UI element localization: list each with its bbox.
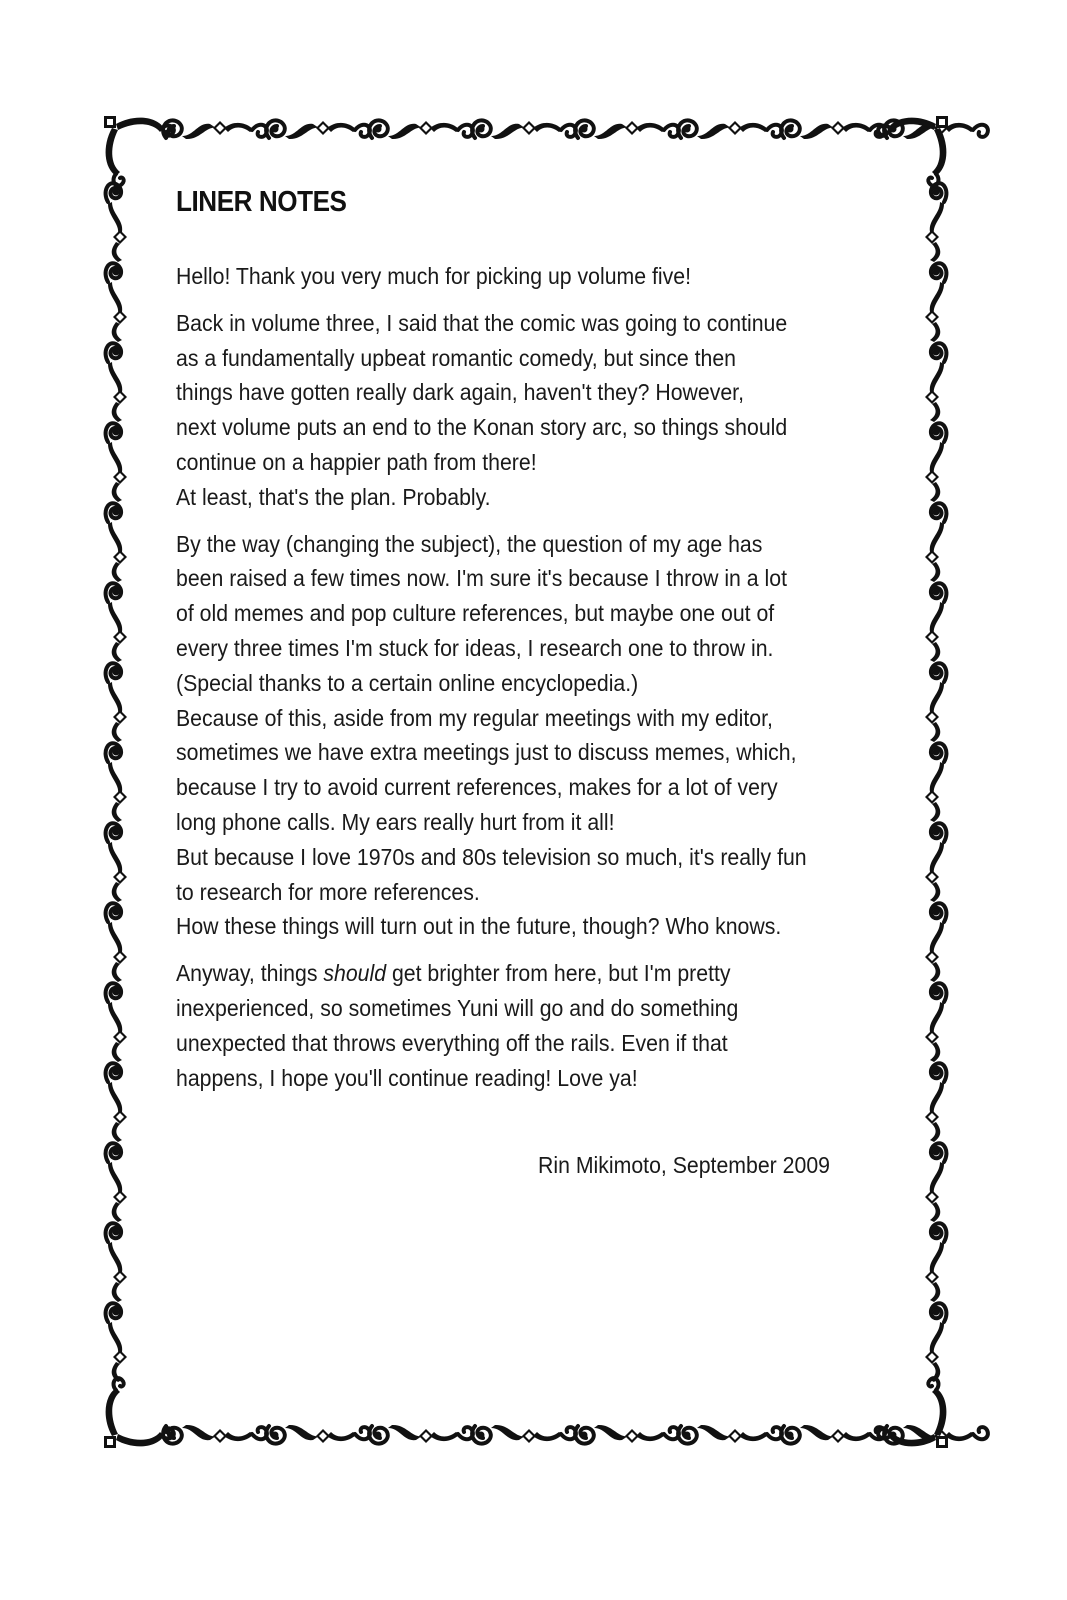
text-line: (Special thanks to a certain online encyclopedia.) [176, 669, 639, 696]
text-line: been raised a few times now. I'm sure it's because I throw in a lot [176, 565, 788, 592]
top-border [163, 120, 988, 139]
border-motif [925, 423, 946, 502]
text-line: to research for more references. [176, 878, 480, 905]
text-line: sometimes we have extra meetings just to discuss memes, which, [176, 739, 797, 766]
border-motif [106, 823, 127, 902]
border-motif [106, 983, 127, 1062]
paragraph-4 [176, 956, 900, 1095]
text-line: continue on a happier path from there! [176, 448, 537, 475]
page-title: LINER NOTES [176, 186, 347, 218]
border-motif [106, 903, 127, 982]
corner-top-right [878, 116, 948, 186]
border-motif [369, 120, 473, 139]
emphasized-word: should [323, 960, 387, 987]
border-motif [925, 903, 946, 982]
text-line: Hello! Thank you very much for picking up volume five! [176, 263, 692, 289]
border-motif [472, 1425, 576, 1444]
border-motif [106, 183, 127, 262]
border-motif [925, 263, 946, 342]
corner-top-left [104, 116, 174, 186]
border-motif [925, 583, 946, 662]
text-fragment: get brighter from here, but I'm pretty [386, 960, 731, 987]
border-motif [106, 663, 127, 742]
border-motif [925, 1143, 946, 1222]
border-motif [781, 1425, 885, 1444]
text-line: inexperienced, so sometimes Yuni will go and do something [176, 994, 739, 1021]
text-line: of old memes and pop culture references, but maybe one out of [176, 600, 775, 627]
border-motif [106, 1143, 127, 1222]
border-motif [106, 743, 127, 822]
border-motif [472, 120, 576, 139]
text-line: At least, that's the plan. Probably. [176, 483, 491, 510]
border-motif [925, 183, 946, 262]
text-line: unexpected that throws everything off the rails. Even if that [176, 1029, 728, 1056]
author-signature: Rin Mikimoto, September 2009 [538, 1152, 830, 1178]
text-line: because I try to avoid current references, makes for a lot of very [176, 774, 778, 801]
border-motif [925, 823, 946, 902]
border-motif [925, 503, 946, 582]
text-line: By the way (changing the subject), the question of my age has [176, 530, 763, 557]
text-line: long phone calls. My ears really hurt from it all! [176, 808, 615, 835]
border-motif [575, 120, 679, 139]
border-motif [106, 1063, 127, 1142]
text-line: But because I love 1970s and 80s television so much, it's really fun [176, 843, 807, 870]
text-line: next volume puts an end to the Konan story arc, so things should [176, 414, 788, 441]
border-motif [678, 1425, 782, 1444]
border-motif [678, 120, 782, 139]
liner-notes-body [176, 186, 896, 1107]
border-motif [925, 1063, 946, 1142]
border-motif [266, 120, 370, 139]
text-line: things have gotten really dark again, haven't they? However, [176, 379, 745, 406]
corner-bottom-left [104, 1378, 174, 1448]
text-line: Back in volume three, I said that the comic was going to continue [176, 309, 788, 336]
text-line: every three times I'm stuck for ideas, I research one to throw in. [176, 634, 774, 661]
right-border [925, 183, 946, 1382]
border-motif [925, 343, 946, 422]
left-border [106, 183, 127, 1382]
border-motif [106, 263, 127, 342]
border-motif [575, 1425, 679, 1444]
border-motif [925, 1223, 946, 1302]
border-motif [106, 1223, 127, 1302]
border-motif [925, 1303, 946, 1382]
text-line [176, 956, 900, 991]
border-motif [781, 120, 885, 139]
border-motif [925, 743, 946, 822]
border-motif [163, 120, 267, 139]
corner-bottom-right [878, 1378, 948, 1448]
border-motif [106, 583, 127, 662]
bottom-border [163, 1425, 988, 1444]
text-line: How these things will turn out in the future, though? Who knows. [176, 913, 782, 940]
border-motif [369, 1425, 473, 1444]
text-line: happens, I hope you'll continue reading! Love ya! [176, 1064, 638, 1091]
border-motif [106, 343, 127, 422]
paragraph-1 [176, 259, 900, 294]
text-fragment: Anyway, things [176, 960, 324, 987]
border-motif [266, 1425, 370, 1444]
border-motif [163, 1425, 267, 1444]
paragraph-3 [176, 527, 900, 945]
border-motif [925, 663, 946, 742]
border-motif [106, 503, 127, 582]
border-motif [925, 983, 946, 1062]
border-motif [106, 423, 127, 502]
paragraph-2 [176, 306, 900, 515]
border-motif [106, 1303, 127, 1382]
text-line: Because of this, aside from my regular meetings with my editor, [176, 704, 773, 731]
text-line: as a fundamentally upbeat romantic comedy, but since then [176, 344, 736, 371]
